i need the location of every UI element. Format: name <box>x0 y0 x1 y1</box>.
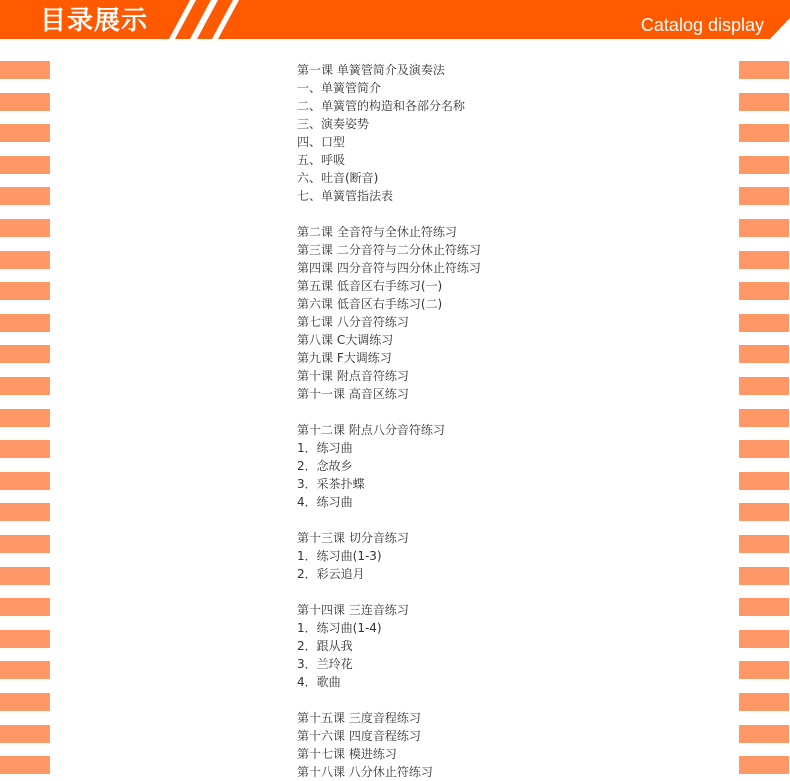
catalog-item: 1．练习曲(1-4) <box>297 621 382 635</box>
catalog-item: 第十六课 四度音程练习 <box>297 729 421 743</box>
left-stripe <box>0 251 50 269</box>
left-stripe <box>0 156 50 174</box>
catalog-item: 4．歌曲 <box>297 675 341 689</box>
catalog-item: 1．练习曲(1-3) <box>297 549 382 563</box>
catalog-item: 二、单簧管的构造和各部分名称 <box>297 99 466 113</box>
catalog-item: 第三课 二分音符与二分休止符练习 <box>297 243 481 257</box>
right-stripe-decoration <box>739 61 789 774</box>
right-stripe <box>739 535 789 553</box>
left-stripe <box>0 598 50 616</box>
catalog-item: 三、演奏姿势 <box>297 117 370 131</box>
left-stripe <box>0 219 50 237</box>
lesson-heading: 第一课 单簧管简介及演奏法 <box>297 63 445 77</box>
page-title: 目录展示 <box>40 6 149 36</box>
right-stripe <box>739 567 789 585</box>
left-stripe-decoration <box>0 61 50 774</box>
left-stripe <box>0 567 50 585</box>
left-stripe <box>0 630 50 648</box>
right-stripe <box>739 219 789 237</box>
left-stripe <box>0 314 50 332</box>
left-stripe <box>0 124 50 142</box>
lesson-heading: 第二课 全音符与全休止符练习 <box>297 225 457 239</box>
catalog-item: 五、呼吸 <box>297 153 346 167</box>
catalog-item: 1．练习曲 <box>297 441 353 455</box>
catalog-item: 2．彩云追月 <box>297 567 365 581</box>
catalog-item: 第五课 低音区右手练习(一) <box>297 279 443 293</box>
header-banner <box>0 0 790 41</box>
left-stripe <box>0 535 50 553</box>
left-stripe <box>0 409 50 427</box>
lesson-heading: 第十五课 三度音程练习 <box>297 711 421 725</box>
right-stripe <box>739 472 789 490</box>
lesson-heading: 第十二课 附点八分音符练习 <box>297 423 445 437</box>
catalog-item: 第十课 附点音符练习 <box>297 369 409 383</box>
left-stripe <box>0 472 50 490</box>
catalog-item: 第四课 四分音符与四分休止符练习 <box>297 261 481 275</box>
right-stripe <box>739 251 789 269</box>
right-stripe <box>739 156 789 174</box>
catalog-list <box>297 61 717 781</box>
right-stripe <box>739 440 789 458</box>
left-stripe <box>0 377 50 395</box>
left-stripe <box>0 61 50 79</box>
catalog-item: 3．采茶扑蝶 <box>297 477 365 491</box>
right-stripe <box>739 630 789 648</box>
catalog-item: 第六课 低音区右手练习(二) <box>297 297 443 311</box>
left-stripe <box>0 440 50 458</box>
catalog-item: 一、单簧管简介 <box>297 81 382 95</box>
right-stripe <box>739 345 789 363</box>
catalog-item: 3．兰玲花 <box>297 657 353 671</box>
right-stripe <box>739 756 789 774</box>
right-stripe <box>739 725 789 743</box>
section-gap <box>297 583 717 601</box>
left-stripe <box>0 661 50 679</box>
catalog-item: 2．念故乡 <box>297 459 353 473</box>
section-gap <box>297 205 717 223</box>
left-stripe <box>0 725 50 743</box>
lesson-heading: 第十四课 三连音练习 <box>297 603 409 617</box>
right-stripe <box>739 282 789 300</box>
left-stripe <box>0 503 50 521</box>
catalog-item: 第十八课 八分休止符练习 <box>297 765 433 779</box>
section-gap <box>297 691 717 709</box>
right-stripe <box>739 661 789 679</box>
right-stripe <box>739 409 789 427</box>
page-subtitle: Catalog display <box>640 15 764 35</box>
right-stripe <box>739 93 789 111</box>
right-stripe <box>739 598 789 616</box>
catalog-item: 四、口型 <box>297 135 346 149</box>
left-stripe <box>0 693 50 711</box>
catalog-item: 第十一课 高音区练习 <box>297 387 409 401</box>
right-stripe <box>739 314 789 332</box>
right-stripe <box>739 124 789 142</box>
right-stripe <box>739 693 789 711</box>
right-stripe <box>739 503 789 521</box>
catalog-item: 第七课 八分音符练习 <box>297 315 409 329</box>
catalog-item: 七、单簧管指法表 <box>297 189 394 203</box>
catalog-item: 第八课 C大调练习 <box>297 333 394 347</box>
catalog-item: 第九课 F大调练习 <box>297 351 392 365</box>
lesson-heading: 第十三课 切分音练习 <box>297 531 409 545</box>
left-stripe <box>0 345 50 363</box>
section-gap <box>297 511 717 529</box>
left-stripe <box>0 282 50 300</box>
section-gap <box>297 403 717 421</box>
catalog-item: 第十七课 模进练习 <box>297 747 397 761</box>
right-stripe <box>739 61 789 79</box>
catalog-item: 2．跟从我 <box>297 639 353 653</box>
right-stripe <box>739 187 789 205</box>
catalog-item: 4．练习曲 <box>297 495 353 509</box>
left-stripe <box>0 756 50 774</box>
left-stripe <box>0 93 50 111</box>
left-stripe <box>0 187 50 205</box>
catalog-item: 六、吐音(断音) <box>297 171 379 185</box>
right-stripe <box>739 377 789 395</box>
